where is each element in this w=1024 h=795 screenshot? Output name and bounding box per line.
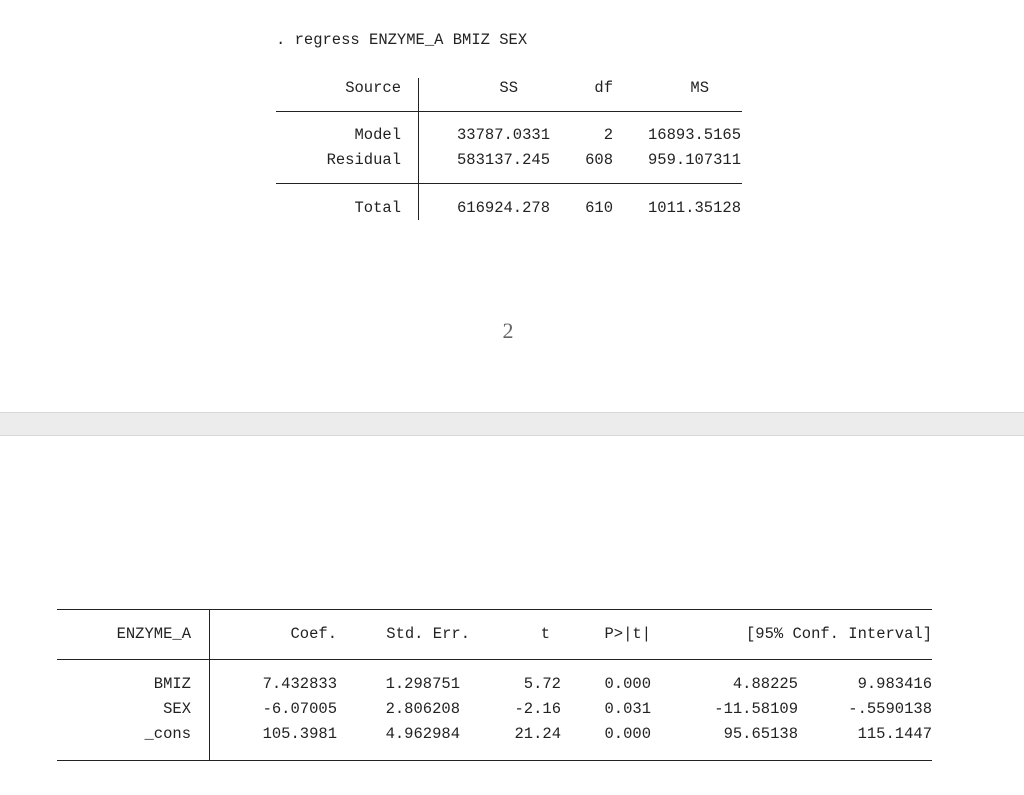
- coef-row-cons-coef: 105.3981: [262, 725, 337, 743]
- coef-header-depvar: ENZYME_A: [116, 625, 191, 643]
- coef-rule-header: [57, 659, 932, 660]
- coef-header-ci: [95% Conf. Interval]: [745, 625, 932, 643]
- coef-row-bmiz-ci-upper: 9.983416: [857, 675, 932, 693]
- anova-row-model-df: 2: [603, 126, 613, 144]
- coef-row-cons-ci-lower: 95.65138: [723, 725, 798, 743]
- coef-row-sex-var: SEX: [163, 700, 191, 718]
- coef-row-cons-p: 0.000: [604, 725, 651, 743]
- regress-command: . regress ENZYME_A BMIZ SEX: [276, 31, 528, 49]
- coef-row-bmiz-se: 1.298751: [385, 675, 460, 693]
- coef-divider: [209, 610, 210, 760]
- page-gap: [0, 412, 1024, 436]
- anova-header-source: Source: [345, 79, 401, 97]
- coef-header-p: P>|t|: [604, 625, 651, 643]
- coef-row-sex-coef: -6.07005: [262, 700, 337, 718]
- coef-row-cons-t: 21.24: [514, 725, 561, 743]
- coef-header-t: t: [540, 625, 550, 643]
- coef-row-bmiz-t: 5.72: [523, 675, 561, 693]
- anova-total-source: Total: [354, 199, 401, 217]
- coef-header-se: Std. Err.: [386, 625, 470, 643]
- anova-row-residual-ss: 583137.245: [456, 151, 550, 169]
- coef-row-cons-var: _cons: [144, 725, 191, 743]
- coef-row-sex-p: 0.031: [604, 700, 651, 718]
- page-number: 2: [502, 318, 514, 343]
- anova-total-df: 610: [585, 199, 613, 217]
- anova-divider: [418, 78, 419, 220]
- coef-row-cons-se: 4.962984: [385, 725, 460, 743]
- anova-row-residual-ms: 959.107311: [647, 151, 741, 169]
- anova-row-model-ss: 33787.0331: [456, 126, 550, 144]
- anova-row-residual-df: 608: [585, 151, 613, 169]
- anova-row-model-ms: 16893.5165: [647, 126, 741, 144]
- anova-rule-total: [276, 183, 742, 184]
- page-lower: [0, 436, 1024, 795]
- coef-row-sex-t: -2.16: [514, 700, 561, 718]
- anova-total-ss: 616924.278: [456, 199, 550, 217]
- anova-row-model-source: Model: [354, 126, 401, 144]
- anova-rule-top: [276, 111, 742, 112]
- coef-row-bmiz-coef: 7.432833: [262, 675, 337, 693]
- coef-row-bmiz-ci-lower: 4.88225: [732, 675, 798, 693]
- anova-header-ms: MS: [690, 79, 709, 97]
- anova-header-df: df: [594, 79, 613, 97]
- coef-row-sex-se: 2.806208: [385, 700, 460, 718]
- anova-row-residual-source: Residual: [326, 151, 401, 169]
- coef-row-bmiz-p: 0.000: [604, 675, 651, 693]
- coef-row-sex-ci-lower: -11.58109: [714, 700, 798, 718]
- coef-rule-bottom: [57, 760, 932, 761]
- coef-row-cons-ci-upper: 115.1447: [857, 725, 932, 743]
- anova-header-ss: SS: [499, 79, 518, 97]
- coef-header-coef: Coef.: [290, 625, 337, 643]
- coef-row-sex-ci-upper: -.5590138: [848, 700, 932, 718]
- coef-rule-top: [57, 609, 932, 610]
- coef-row-bmiz-var: BMIZ: [153, 675, 191, 693]
- anova-total-ms: 1011.35128: [647, 199, 741, 217]
